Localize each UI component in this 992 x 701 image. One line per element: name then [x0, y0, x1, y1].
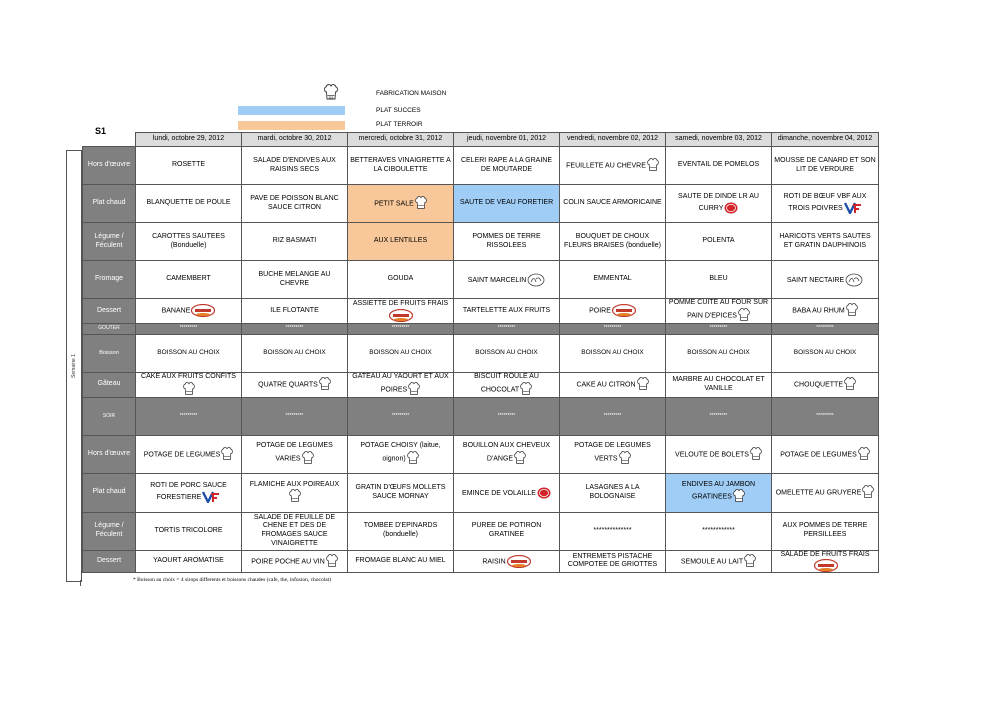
menu-cell: [666, 550, 772, 573]
menu-cell: [560, 299, 666, 324]
menu-cell: [136, 372, 242, 397]
row-label: Dessert: [83, 550, 136, 573]
menu-cell: [772, 223, 879, 261]
menu-cell: [772, 397, 879, 435]
dish-name: BOISSON AU CHOIX: [475, 349, 538, 356]
dish-name: RAISIN: [482, 558, 506, 566]
chef-hat-icon: [289, 489, 301, 504]
dish-name: BOISSON AU CHOIX: [369, 349, 432, 356]
menu-row: [83, 473, 879, 512]
menu-cell: [136, 223, 242, 261]
dish-name: AUX LENTILLES: [373, 237, 428, 245]
menu-cell: [772, 473, 879, 512]
dish-name: BLANQUETTE DE POULE: [146, 199, 231, 207]
menu-cell: [348, 185, 454, 223]
menu-cell: [454, 223, 560, 261]
dish-name: GRATIN D'ŒUFS MOLLETS SAUCE MORNAY: [355, 483, 446, 500]
menu-cell: [560, 473, 666, 512]
dish-name: CAKE AUX FRUITS CONFITS: [141, 372, 236, 380]
dish-name: ************: [702, 526, 735, 534]
chef-hat-icon: [619, 451, 631, 466]
menu-cell: [666, 185, 772, 223]
dish-name: YAOURT AROMATISE: [153, 557, 224, 564]
menu-cell: [772, 147, 879, 185]
menu-cell: [772, 299, 879, 324]
menu-row: [83, 299, 879, 324]
producer-icon: [612, 304, 636, 317]
day-header: lundi, octobre 29, 2012: [136, 133, 242, 147]
chef-hat-icon: [733, 489, 745, 504]
dish-name: OMELETTE AU GRUYERE: [775, 489, 862, 497]
dish-name: CHOUQUETTE: [794, 381, 843, 389]
dish-name: BUCHE MELANGE AU CHEVRE: [258, 270, 331, 287]
row-label: Hors d'œuvre: [83, 435, 136, 473]
dish-name: BOISSON AU CHOIX: [793, 349, 857, 356]
dish-name: *********: [391, 325, 410, 332]
week-label: S1: [95, 126, 107, 136]
menu-cell: [560, 512, 666, 550]
day-header: dimanche, novembre 04, 2012: [772, 133, 879, 147]
row-label: Légume / Féculent: [83, 223, 136, 261]
menu-cell: [242, 334, 348, 372]
dish-name: TORTIS TRICOLORE: [154, 526, 223, 534]
menu-cell: [348, 299, 454, 324]
menu-cell: [242, 185, 348, 223]
producer-icon: [814, 559, 838, 572]
day-header: vendredi, novembre 02, 2012: [560, 133, 666, 147]
dish-name: SAUTE DE VEAU FORETIER: [459, 199, 554, 207]
menu-row: [83, 261, 879, 299]
chef-hat-icon: [858, 447, 870, 462]
dish-name: TOMBEE D'EPINARDS (bonduelle): [363, 522, 438, 538]
menu-cell: [136, 261, 242, 299]
dish-name: ENDIVES AU JAMBON GRATINEES: [681, 480, 756, 501]
menu-cell: [560, 435, 666, 473]
menu-cell: [136, 435, 242, 473]
row-label: Gâteau: [83, 372, 136, 397]
dish-name: RIZ BASMATI: [272, 237, 317, 245]
day-header: mardi, octobre 30, 2012: [242, 133, 348, 147]
dish-name: PUREE DE POTIRON GRATINEE: [471, 522, 542, 538]
menu-cell: [136, 397, 242, 435]
dish-name: SAINT MARCELIN: [467, 276, 527, 284]
row-label: Dessert: [83, 299, 136, 324]
menu-cell: [136, 185, 242, 223]
menu-cell: [348, 372, 454, 397]
menu-cell: [348, 334, 454, 372]
menu-cell: [666, 223, 772, 261]
dish-name: SALADE D'ENDIVES AUX RAISINS SECS: [253, 156, 336, 173]
chef-hat-icon: [862, 485, 874, 500]
dish-name: VELOUTE DE BOLETS: [675, 450, 749, 458]
menu-table: [82, 132, 879, 573]
footnote: * Boisson au choix = 4 sirops differents et boissons chaudes (cafe, the, infusion, chocolat): [133, 577, 332, 583]
menu-cell: [348, 223, 454, 261]
menu-row: [83, 512, 879, 550]
dish-name: POTAGE DE LEGUMES: [780, 450, 857, 458]
menu-cell: [560, 397, 666, 435]
legend-succes-swatch: [238, 106, 345, 115]
dish-name: EMINCE DE VOLAILLE: [462, 489, 536, 497]
label-rouge-icon: [537, 487, 551, 499]
menu-cell: [454, 512, 560, 550]
menu-cell: [560, 550, 666, 573]
dish-name: BANANE: [161, 307, 191, 315]
day-header: mercredi, octobre 31, 2012: [348, 133, 454, 147]
dish-name: *********: [285, 412, 304, 419]
aoc-icon: [527, 273, 545, 287]
vbf-icon: [844, 202, 862, 214]
row-label: Plat chaud: [83, 473, 136, 512]
dish-name: *********: [497, 412, 516, 419]
dish-name: BISCUIT ROULE AU CHOCOLAT: [474, 372, 539, 393]
menu-cell: [666, 473, 772, 512]
week-side-bar: [66, 150, 82, 582]
chef-hat-icon: [844, 377, 856, 392]
dish-name: SAUTE DE DINDE LR AU CURRY: [678, 193, 759, 212]
dish-name: *********: [285, 325, 304, 332]
dish-name: BLEU: [709, 275, 728, 283]
menu-cell: [242, 223, 348, 261]
menu-cell: [348, 397, 454, 435]
aoc-icon: [845, 273, 863, 287]
dish-name: POIRE POCHE AU VIN: [251, 558, 325, 566]
day-header: samedi, novembre 03, 2012: [666, 133, 772, 147]
dish-name: POMMES DE TERRE RISSOLEES: [472, 232, 541, 249]
menu-cell: [242, 435, 348, 473]
menu-cell: [560, 372, 666, 397]
menu-cell: [560, 147, 666, 185]
dish-name: CAROTTES SAUTEES (Bonduelle): [152, 232, 225, 249]
chef-hat-icon: [319, 377, 331, 392]
dish-name: POMME CUITE AU FOUR SUR PAIN D'EPICES: [668, 299, 769, 320]
dish-name: MOUSSE DE CANARD ET SON LIT DE VERDURE: [774, 156, 876, 173]
menu-cell: [242, 147, 348, 185]
header-corner: [83, 133, 136, 147]
vpf-icon: [202, 491, 220, 503]
row-label: Plat chaud: [83, 185, 136, 223]
menu-cell: [454, 550, 560, 573]
dish-name: SAINT NECTAIRE: [786, 276, 845, 284]
dish-name: BOISSON AU CHOIX: [157, 349, 220, 356]
menu-cell: [454, 397, 560, 435]
menu-cell: [454, 299, 560, 324]
menu-cell: [348, 323, 454, 334]
dish-name: POIRE: [589, 307, 611, 315]
row-label: GOUTER: [83, 323, 136, 334]
menu-cell: [136, 334, 242, 372]
dish-name: ILE FLOTANTE: [270, 306, 319, 314]
menu-cell: [454, 372, 560, 397]
dish-name: FLAMICHE AUX POIREAUX: [249, 480, 340, 488]
chef-hat-icon: [750, 447, 762, 462]
menu-cell: [242, 473, 348, 512]
dish-name: BABA AU RHUM: [792, 307, 845, 315]
dish-name: *********: [179, 325, 198, 332]
chef-hat-icon: [302, 451, 314, 466]
menu-cell: [772, 261, 879, 299]
dish-name: BETTERAVES VINAIGRETTE A LA CIBOULETTE: [350, 156, 451, 173]
week-side-label: Semaine 1: [71, 354, 77, 378]
menu-cell: [136, 147, 242, 185]
dish-name: *********: [179, 412, 198, 419]
legend-terroir-label: PLAT TERROIR: [376, 121, 423, 128]
menu-cell: [242, 512, 348, 550]
dish-name: EVENTAIL DE POMELOS: [677, 161, 760, 169]
dish-name: FROMAGE BLANC AU MIEL: [355, 557, 446, 564]
dish-name: GATEAU AU YAOURT ET AUX POIRES: [352, 372, 449, 393]
menu-cell: [666, 512, 772, 550]
menu-cell: [242, 397, 348, 435]
row-label: Boisson: [83, 334, 136, 372]
producer-icon: [191, 304, 215, 317]
menu-cell: [242, 323, 348, 334]
menu-cell: [772, 550, 879, 573]
menu-cell: [560, 334, 666, 372]
dish-name: MARBRE AU CHOCOLAT ET VANILLE: [672, 375, 765, 392]
dish-name: GOUDA: [387, 275, 414, 283]
row-label: Hors d'œuvre: [83, 147, 136, 185]
chef-hat-icon: [647, 158, 659, 173]
chef-hat-icon: [324, 84, 338, 102]
dish-name: *********: [816, 325, 834, 332]
menu-row: [83, 185, 879, 223]
dish-name: BOISSON AU CHOIX: [687, 349, 750, 356]
dish-name: BOUILLON AUX CHEVEUX D'ANGE: [462, 442, 551, 463]
dish-name: HARICOTS VERTS SAUTES ET GRATIN DAUPHINOIS: [779, 232, 871, 249]
menu-cell: [666, 261, 772, 299]
dish-name: *********: [603, 412, 622, 419]
dish-name: PETIT SALE: [374, 200, 414, 208]
menu-cell: [666, 372, 772, 397]
menu-cell: [666, 435, 772, 473]
menu-row: [83, 372, 879, 397]
menu-row: [83, 550, 879, 573]
dish-name: EMMENTAL: [593, 275, 632, 283]
menu-cell: [560, 261, 666, 299]
menu-cell: [666, 323, 772, 334]
chef-hat-icon: [415, 196, 427, 211]
menu-row: [83, 323, 879, 334]
chef-hat-icon: [221, 447, 233, 462]
menu-cell: [454, 334, 560, 372]
row-label: Légume / Féculent: [83, 512, 136, 550]
menu-cell: [666, 299, 772, 324]
legend-succes-label: PLAT SUCCES: [376, 107, 421, 114]
chef-hat-icon: [407, 451, 419, 466]
dish-name: POTAGE DE LEGUMES VARIES: [256, 442, 333, 463]
dish-name: POTAGE DE LEGUMES: [143, 450, 221, 458]
menu-row: [83, 147, 879, 185]
producer-icon: [389, 309, 413, 322]
dish-name: *********: [816, 412, 834, 419]
legend-fabrication-label: FABRICATION MAISON: [376, 90, 447, 97]
chef-hat-icon: [326, 554, 338, 569]
producer-icon: [507, 555, 531, 568]
dish-name: *********: [709, 325, 728, 332]
menu-cell: [242, 550, 348, 573]
menu-cell: [242, 261, 348, 299]
dish-name: SALADE DE FEUILLE DE CHENE ET DES DE FROMAGES SAUCE VINAIGRETTE: [253, 513, 336, 547]
menu-cell: [772, 323, 879, 334]
menu-row: [83, 334, 879, 372]
dish-name: ROSETTE: [171, 161, 206, 169]
menu-cell: [136, 323, 242, 334]
menu-cell: [348, 147, 454, 185]
dish-name: ROTI DE BŒUF VBF AUX TROIS POIVRES: [783, 193, 867, 212]
dish-name: POLENTA: [702, 237, 735, 245]
dish-name: *********: [709, 412, 728, 419]
menu-cell: [454, 435, 560, 473]
dish-name: TARTELETTE AUX FRUITS: [462, 306, 551, 314]
dish-name: BOISSON AU CHOIX: [263, 349, 326, 356]
menu-cell: [136, 550, 242, 573]
menu-cell: [242, 299, 348, 324]
dish-name: CAMEMBERT: [166, 275, 211, 283]
chef-hat-icon: [744, 554, 756, 569]
dish-name: FEUILLETE AU CHEVRE: [566, 162, 646, 170]
menu-row: [83, 223, 879, 261]
chef-hat-icon: [514, 451, 526, 466]
menu-cell: [666, 397, 772, 435]
dish-name: CELERI RAPE A LA GRAINE DE MOUTARDE: [460, 156, 553, 173]
menu-cell: [772, 435, 879, 473]
menu-cell: [666, 334, 772, 372]
menu-cell: [348, 261, 454, 299]
dish-name: COLIN SAUCE ARMORICAINE: [563, 199, 662, 207]
dish-name: CAKE AU CITRON: [576, 381, 636, 389]
dish-name: ENTREMETS PISTACHE COMPOTEE DE GRIOTTES: [567, 552, 658, 569]
menu-cell: [454, 261, 560, 299]
dish-name: POTAGE CHOISY (laitue, oignon): [360, 442, 441, 463]
dish-name: SALADE DE FRUITS FRAIS: [780, 550, 870, 558]
dish-name: BOUQUET DE CHOUX FLEURS BRAISES (bonduelle): [564, 232, 661, 249]
menu-cell: [666, 147, 772, 185]
dish-name: LASAGNES A LA BOLOGNAISE: [585, 483, 640, 500]
dish-name: ROTI DE PORC SAUCE FORESTIERE: [150, 482, 227, 501]
chef-hat-icon: [738, 308, 750, 323]
menu-row: [83, 435, 879, 473]
chef-hat-icon: [520, 382, 532, 397]
menu-cell: [454, 323, 560, 334]
menu-cell: [454, 473, 560, 512]
chef-hat-icon: [408, 382, 420, 397]
row-label: SOIR: [83, 397, 136, 435]
menu-cell: [772, 334, 879, 372]
dish-name: *********: [603, 325, 622, 332]
menu-cell: [348, 473, 454, 512]
dish-name: *********: [391, 412, 410, 419]
menu-cell: [454, 185, 560, 223]
dish-name: PAVE DE POISSON BLANC SAUCE CITRON: [250, 194, 339, 211]
chef-hat-icon: [637, 377, 649, 392]
menu-row: [83, 397, 879, 435]
week-side-stub: [80, 580, 81, 586]
menu-cell: [136, 473, 242, 512]
menu-cell: [454, 147, 560, 185]
day-header: jeudi, novembre 01, 2012: [454, 133, 560, 147]
label-rouge-icon: [724, 202, 738, 214]
menu-cell: [136, 299, 242, 324]
dish-name: POTAGE DE LEGUMES VERTS: [574, 442, 651, 463]
menu-cell: [560, 185, 666, 223]
dish-name: AUX POMMES DE TERRE PERSILLEES: [782, 522, 868, 538]
row-label: Fromage: [83, 261, 136, 299]
dish-name: ASSIETTE DE FRUITS FRAIS: [352, 300, 449, 307]
menu-cell: [772, 372, 879, 397]
svg-text:ISS: ISS: [328, 95, 334, 100]
chef-hat-icon: [183, 382, 195, 397]
chef-hat-icon: [846, 303, 858, 318]
dish-name: **************: [593, 526, 632, 534]
dish-name: BOISSON AU CHOIX: [581, 349, 644, 356]
menu-cell: [560, 323, 666, 334]
dish-name: QUATRE QUARTS: [258, 381, 318, 389]
menu-cell: [136, 512, 242, 550]
menu-cell: [242, 372, 348, 397]
menu-cell: [772, 512, 879, 550]
menu-cell: [772, 185, 879, 223]
menu-cell: [348, 550, 454, 573]
menu-cell: [348, 435, 454, 473]
legend-terroir-swatch: [238, 121, 345, 130]
dish-name: *********: [497, 325, 516, 332]
dish-name: SEMOULE AU LAIT: [680, 558, 744, 566]
menu-cell: [560, 223, 666, 261]
header-row: [83, 133, 879, 147]
menu-cell: [348, 512, 454, 550]
